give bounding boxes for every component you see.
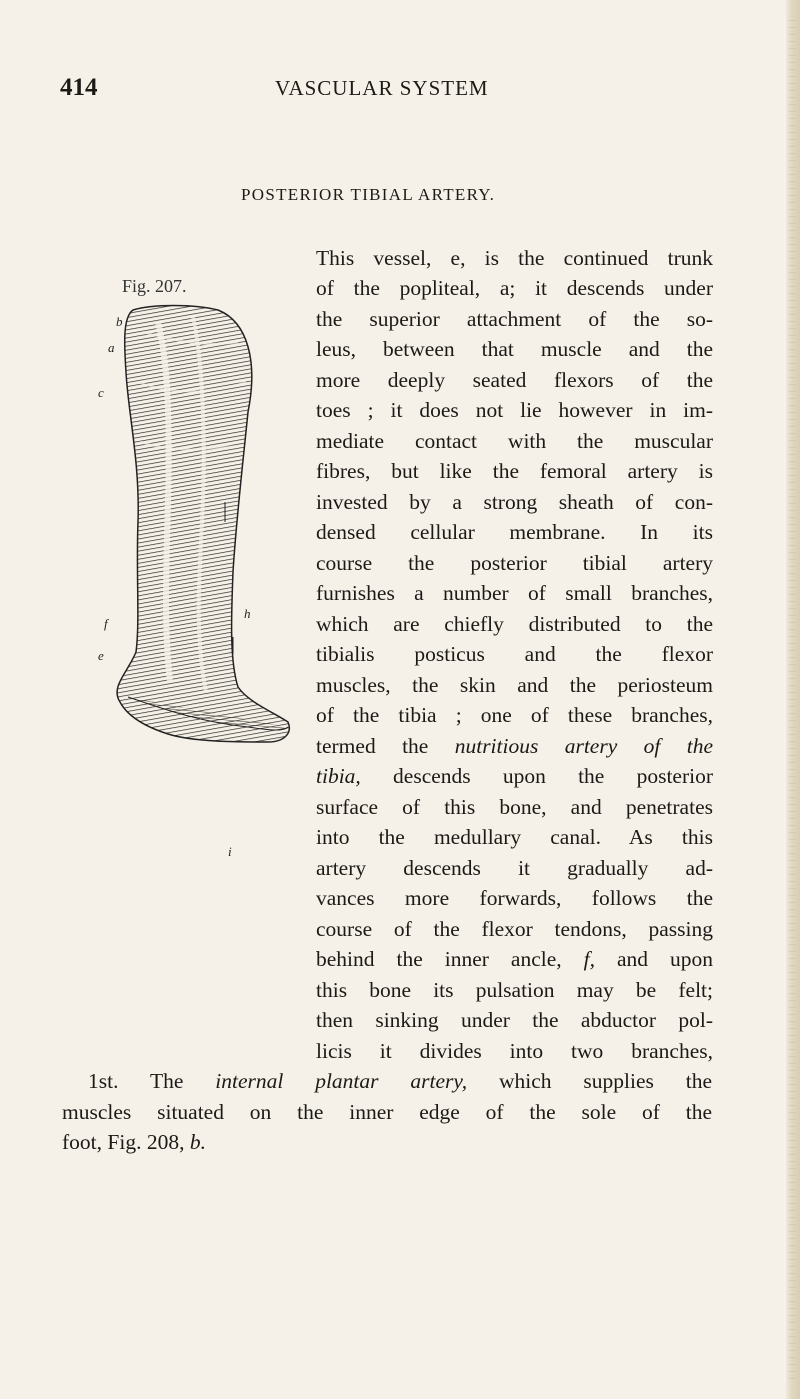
text-line: mediate contact with the muscular — [316, 429, 713, 453]
text-line: into the medullary canal. As this — [316, 825, 713, 849]
text-span: termed the — [316, 734, 429, 758]
figure-letter-a: a — [108, 340, 115, 355]
section-title: POSTERIOR TIBIAL ARTERY. — [241, 185, 496, 204]
text-line: leus, between that muscle and the — [316, 337, 713, 361]
text-span: behind the inner ancle, — [316, 947, 562, 971]
text-line: toes ; it does not lie however in im- — [316, 398, 713, 422]
italic-term: f, — [583, 947, 595, 971]
running-head: VASCULAR SYSTEM — [275, 76, 489, 100]
text-line: this bone its pulsation may be felt; — [316, 978, 713, 1002]
text-line: licis it divides into two branches, — [316, 1039, 713, 1063]
text-span: foot, Fig. 208, — [62, 1130, 185, 1154]
leg-anatomy-illustration — [98, 302, 298, 859]
figure-letter-b: b — [116, 314, 123, 329]
figure-letter-i: i — [228, 844, 232, 859]
text-line: densed cellular membrane. In its — [316, 520, 713, 544]
text-line: invested by a strong sheath of con- — [316, 490, 713, 514]
page-edge — [786, 0, 800, 1399]
text-line: tibialis posticus and the flexor — [316, 642, 713, 666]
text-line — [316, 761, 713, 791]
page-header — [60, 74, 720, 104]
text-span: descends upon the posterior — [393, 764, 714, 788]
text-line: furnishes a number of small branches, — [316, 581, 713, 605]
text-line — [316, 731, 713, 761]
text-line: vances more forwards, follows the — [316, 886, 713, 910]
text-line: artery descends it gradually ad- — [316, 856, 713, 880]
italic-term: nutritious artery of the — [454, 734, 713, 758]
text-line — [62, 1127, 712, 1157]
text-line: more deeply seated flexors of the — [316, 368, 713, 392]
text-line: muscles, the skin and the periosteum — [316, 673, 713, 697]
italic-term: b. — [189, 1130, 206, 1154]
text-line — [88, 1066, 712, 1096]
text-line: surface of this bone, and penetrates — [316, 795, 713, 819]
figure-letter-e: e — [98, 648, 104, 663]
italic-term: tibia, — [316, 764, 361, 788]
text-line: then sinking under the abductor pol- — [316, 1008, 713, 1032]
text-line: which are chiefly distributed to the — [316, 612, 713, 636]
text-line: of the popliteal, a; it descends under — [316, 276, 713, 300]
text-line: course the posterior tibial artery — [316, 551, 713, 575]
figure-label: Fig. 207. — [122, 276, 187, 296]
text-line: of the tibia ; one of these branches, — [316, 703, 713, 727]
page-number: 414 — [60, 74, 98, 101]
text-line: This vessel, e, is the continued trunk — [316, 246, 713, 270]
text-line — [316, 944, 713, 974]
text-span: and upon — [616, 947, 713, 971]
text-span: 1st. The — [88, 1069, 184, 1093]
text-line: muscles situated on the inner edge of the sole of the — [62, 1100, 712, 1124]
text-span: which supplies the — [498, 1069, 712, 1093]
figure-letter-h: h — [244, 606, 251, 621]
figure-letter-c: c — [98, 385, 104, 400]
text-line: course of the flexor tendons, passing — [316, 917, 713, 941]
text-line: the superior attachment of the so- — [316, 307, 713, 331]
figure-letter-f: f — [104, 616, 108, 631]
text-line: fibres, but like the femoral artery is — [316, 459, 713, 483]
italic-term: internal plantar artery, — [215, 1069, 468, 1093]
